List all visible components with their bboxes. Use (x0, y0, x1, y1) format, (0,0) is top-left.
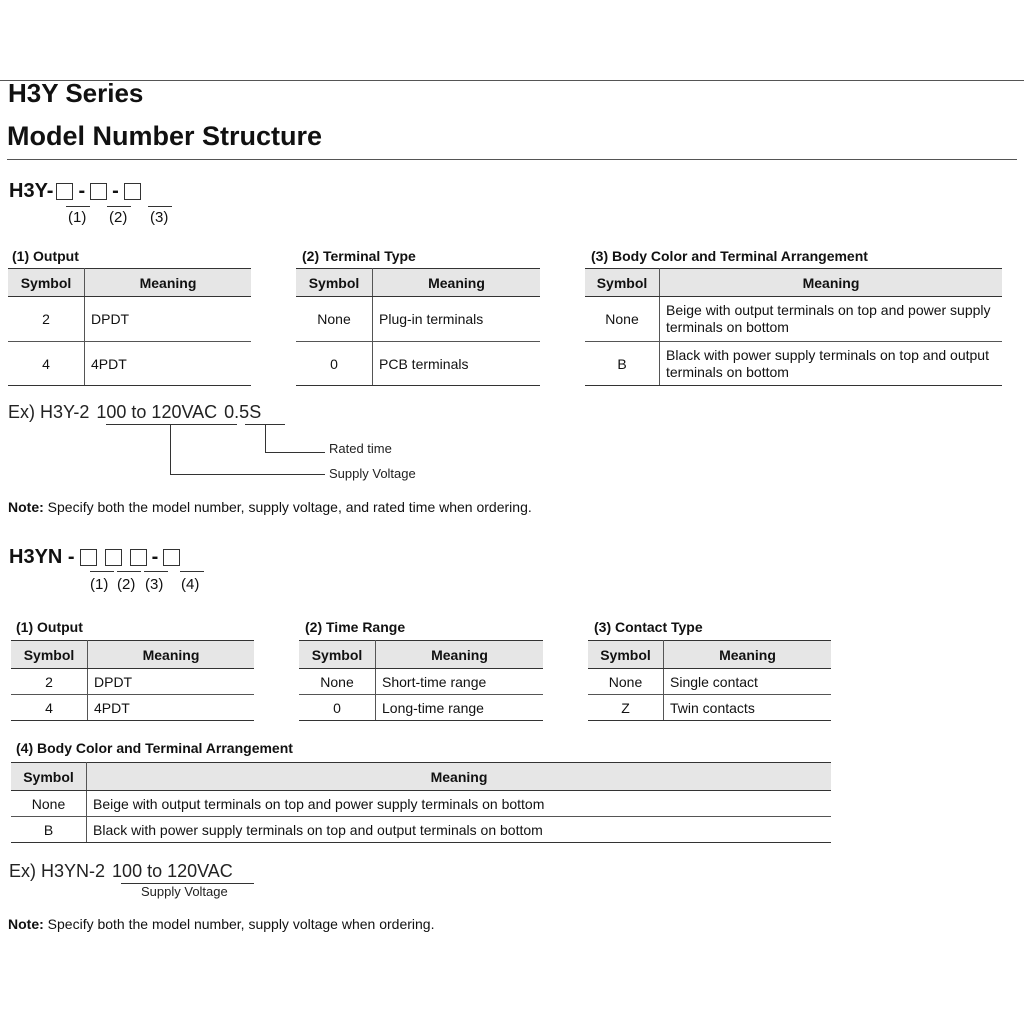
h3yn-time-range-table (299, 640, 543, 721)
h3yn-slot-4 (163, 549, 180, 566)
cell-meaning: Beige with output terminals on top and power supply terminals on bottom (660, 297, 1003, 342)
h3y-voltage-leader-h (170, 474, 325, 475)
h3y-note-label: Note: (8, 499, 44, 515)
cell-symbol: Z (588, 695, 664, 721)
col-header-meaning: Meaning (376, 641, 544, 669)
h3y-example-prefix: Ex) H3Y-2 (8, 402, 90, 422)
h3y-slot-1-underline (66, 206, 90, 207)
cell-symbol: None (585, 297, 660, 342)
h3y-time-leader-v (265, 424, 266, 452)
h3y-terminal-type-title: (2) Terminal Type (302, 248, 416, 264)
cell-meaning: 4PDT (88, 695, 255, 721)
h3yn-slot-3-underline (144, 571, 168, 572)
h3yn-slot-1 (80, 549, 97, 566)
h3y-voltage-underline (106, 424, 237, 425)
h3yn-slot-3 (130, 549, 147, 566)
h3yn-example (9, 861, 233, 882)
h3y-example-time: 0.5S (224, 402, 262, 422)
table-row (8, 297, 251, 342)
cell-symbol: 2 (11, 669, 88, 695)
cell-meaning: Twin contacts (664, 695, 832, 721)
h3y-body-color-table (585, 268, 1002, 386)
section-title: Model Number Structure (7, 121, 323, 151)
cell-meaning: Short-time range (376, 669, 544, 695)
cell-symbol: 4 (8, 342, 85, 386)
h3yn-time-range-title: (2) Time Range (305, 619, 406, 635)
table-row (588, 669, 831, 695)
cell-symbol: 4 (11, 695, 88, 721)
h3yn-slot-2-underline (117, 571, 141, 572)
h3yn-index-4: (4) (181, 576, 200, 593)
cell-symbol: None (296, 297, 373, 342)
table-row (8, 342, 251, 386)
table-row (296, 297, 540, 342)
cell-meaning: 4PDT (85, 342, 252, 386)
table-row (11, 791, 831, 817)
table-row (588, 695, 831, 721)
h3y-slot-3 (124, 183, 141, 200)
table-row (11, 817, 831, 843)
h3yn-note-text: Specify both the model number, supply voltage when ordering. (47, 916, 435, 932)
h3yn-index-2: (2) (117, 576, 136, 593)
top-rule (0, 80, 1024, 81)
cell-meaning: Black with power supply terminals on top and output terminals on bottom (87, 817, 832, 843)
h3y-index-2: (2) (109, 209, 128, 226)
table-row (585, 342, 1002, 386)
h3y-slot-2 (90, 183, 107, 200)
h3y-terminal-type-table (296, 268, 540, 386)
col-header-meaning: Meaning (660, 269, 1003, 297)
col-header-meaning: Meaning (85, 269, 252, 297)
h3y-output-table (8, 268, 251, 386)
h3y-supply-voltage-label: Supply Voltage (329, 466, 416, 481)
h3yn-index-1: (1) (90, 576, 109, 593)
col-header-symbol: Symbol (299, 641, 376, 669)
col-header-symbol: Symbol (11, 641, 88, 669)
h3y-note-text: Specify both the model number, supply voltage, and rated time when ordering. (47, 499, 532, 515)
cell-meaning: Beige with output terminals on top and power supply terminals on bottom (87, 791, 832, 817)
table-row (296, 342, 540, 386)
h3yn-note (8, 916, 434, 932)
col-header-symbol: Symbol (588, 641, 664, 669)
col-header-symbol: Symbol (585, 269, 660, 297)
h3yn-example-prefix: Ex) H3YN-2 (9, 861, 106, 881)
h3yn-prefix: H3YN - (9, 546, 75, 568)
h3yn-body-color-title: (4) Body Color and Terminal Arrangement (16, 740, 293, 756)
col-header-meaning: Meaning (373, 269, 541, 297)
h3y-rated-time-label: Rated time (329, 441, 392, 456)
cell-symbol: B (11, 817, 87, 843)
col-header-symbol: Symbol (296, 269, 373, 297)
cell-meaning: DPDT (88, 669, 255, 695)
h3y-note (8, 499, 532, 515)
h3yn-model-code: H3YN - - (9, 546, 183, 569)
h3yn-slot-4-underline (180, 571, 204, 572)
section-rule (7, 159, 1017, 160)
cell-symbol: 2 (8, 297, 85, 342)
h3y-body-color-title: (3) Body Color and Terminal Arrangement (591, 248, 868, 264)
cell-meaning: Plug-in terminals (373, 297, 541, 342)
table-row (299, 669, 543, 695)
h3y-index-1: (1) (68, 209, 87, 226)
series-title: H3Y Series (8, 78, 144, 108)
table-row (11, 669, 254, 695)
h3y-voltage-leader-v (170, 424, 171, 474)
h3y-model-code: H3Y- - - (9, 180, 144, 203)
h3y-output-title: (1) Output (12, 248, 79, 264)
h3y-slot-1 (56, 183, 73, 200)
cell-symbol: None (11, 791, 87, 817)
table-row (11, 695, 254, 721)
col-header-symbol: Symbol (8, 269, 85, 297)
h3yn-slot-1-underline (90, 571, 114, 572)
table-row (585, 297, 1002, 342)
h3y-example (8, 402, 261, 423)
cell-symbol: None (588, 669, 664, 695)
h3yn-note-label: Note: (8, 916, 44, 932)
h3y-time-leader-h (265, 452, 325, 453)
h3y-index-3: (3) (150, 209, 169, 226)
col-header-meaning: Meaning (88, 641, 255, 669)
h3yn-example-voltage: 100 to 120VAC (112, 861, 233, 881)
h3y-example-voltage: 100 to 120VAC (96, 402, 218, 422)
h3y-prefix: H3Y- (9, 180, 54, 202)
h3yn-supply-voltage-label: Supply Voltage (141, 884, 228, 899)
col-header-meaning: Meaning (664, 641, 832, 669)
h3yn-slot-2 (105, 549, 122, 566)
table-row (299, 695, 543, 721)
cell-meaning: PCB terminals (373, 342, 541, 386)
h3yn-body-color-table (11, 762, 831, 843)
h3y-slot-3-underline (148, 206, 172, 207)
cell-symbol: None (299, 669, 376, 695)
h3y-slot-2-underline (107, 206, 131, 207)
cell-symbol: 0 (299, 695, 376, 721)
col-header-meaning: Meaning (87, 763, 832, 791)
h3yn-index-3: (3) (145, 576, 164, 593)
cell-meaning: Black with power supply terminals on top and output terminals on bottom (660, 342, 1003, 386)
cell-meaning: DPDT (85, 297, 252, 342)
h3yn-contact-type-title: (3) Contact Type (594, 619, 703, 635)
h3yn-output-table (11, 640, 254, 721)
cell-meaning: Long-time range (376, 695, 544, 721)
h3yn-output-title: (1) Output (16, 619, 83, 635)
cell-symbol: B (585, 342, 660, 386)
col-header-symbol: Symbol (11, 763, 87, 791)
cell-meaning: Single contact (664, 669, 832, 695)
cell-symbol: 0 (296, 342, 373, 386)
h3yn-contact-type-table (588, 640, 831, 721)
